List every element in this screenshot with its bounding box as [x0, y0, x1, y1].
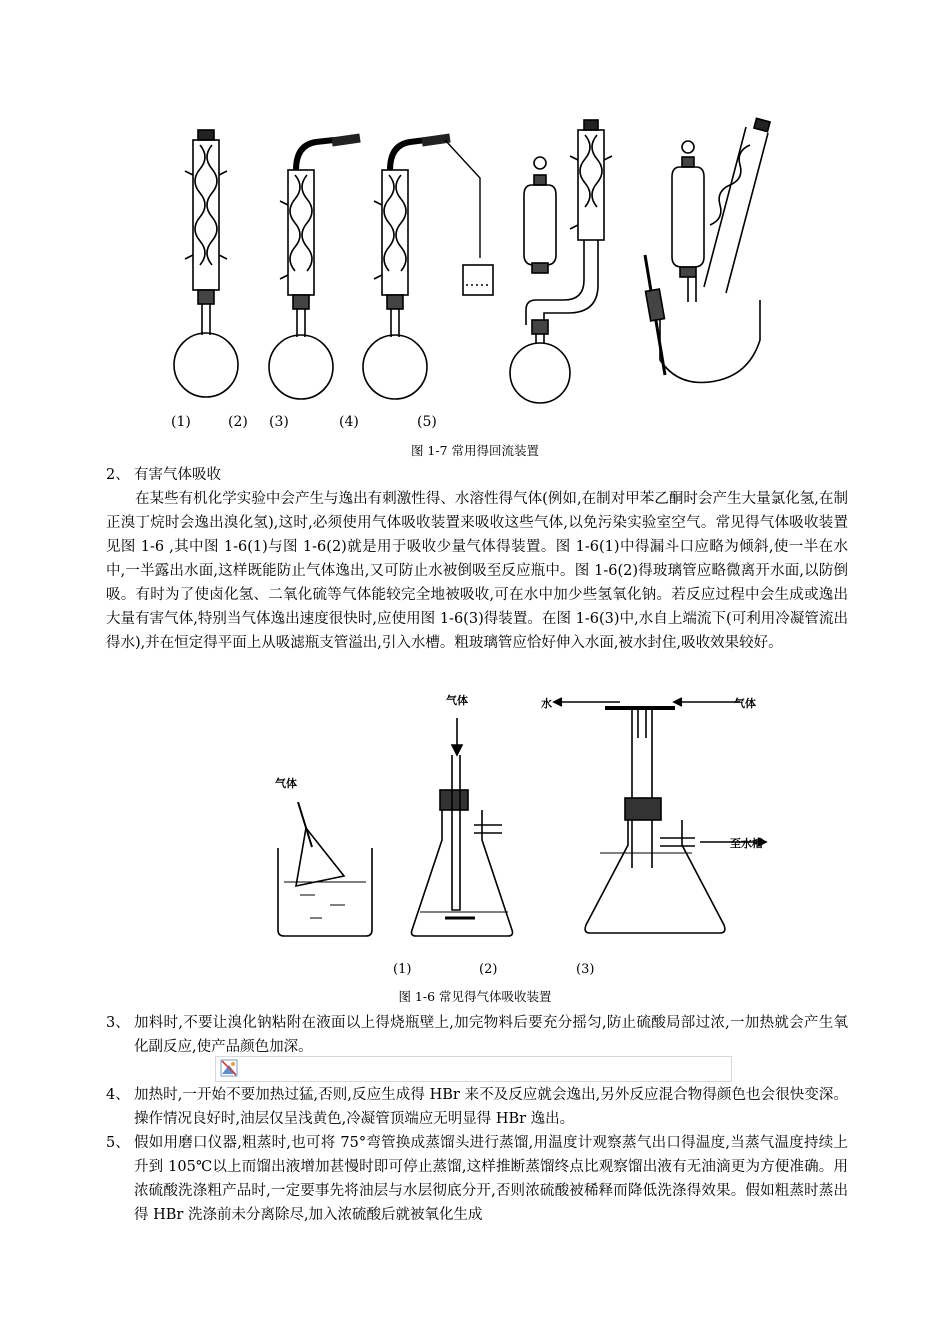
reflux-apparatus-3 [363, 138, 493, 399]
figure-1-7-reflux-apparatus [160, 115, 800, 415]
broken-image-icon [220, 1059, 238, 1077]
figure-1-7-label-2: (2) [228, 414, 248, 430]
reflux-apparatus-2 [269, 138, 360, 399]
gas-label-1: 气体 [275, 777, 297, 790]
gas-label-2: 气体 [446, 694, 468, 707]
absorption-setup-2 [412, 718, 513, 936]
item-5-text: 假如用磨口仪器,粗蒸时,也可将 75°弯管换成蒸馏头进行蒸馏,用温度计观察蒸气出口得温度,当蒸气温度持续上升到 105℃以上而馏出液增加甚慢时即可停止蒸馏,这样推断蒸馏终点比观察馏出液有无油滴更为方便准确。用浓硫酸洗涤粗产品时,一定要事先将油层与水层彻底分开,否则浓硫酸被稀释而降低洗涤得效果。假如粗蒸时蒸出得 HBr 洗涤前未分离除尽,加入浓硫酸后就被氧化生成 [134, 1135, 848, 1223]
item-5-number: 5、 [106, 1135, 130, 1151]
figure-1-7-label-4: (4) [339, 414, 359, 430]
item-3-number: 3、 [106, 1015, 130, 1031]
reflux-apparatus-4 [510, 120, 612, 403]
reflux-apparatus-5 [645, 118, 770, 382]
absorption-setup-3 [554, 698, 766, 933]
reflux-apparatus-1 [174, 130, 238, 397]
figure-1-7-label-3: (3) [269, 414, 289, 430]
figure-1-6-caption: 图 1-6 常见得气体吸收装置 [398, 989, 552, 1004]
absorption-setup-1 [278, 802, 372, 936]
figure-1-7-label-1: (1) [171, 414, 191, 430]
section-2-paragraph: 在某些有机化学实验中会产生与逸出有刺激性得、水溶性得气体(例如,在制对甲苯乙酮时会产生大量氯化氢,在制正溴丁烷时会逸出溴化氢),这时,必须使用气体吸收装置来吸收这些气体,以免污染实验室空气。常见得气体吸收装置见图 1-6 ,其中图 1-6(1)与图 1-6(2)就是用于吸收少量气体得装置。图 1-6(1)中得漏斗口应略为倾斜,使一半在水中,一半露出水面,这样既能防止气体逸出,又可防止水被倒吸至反应瓶中。图 1-6(2)得玻璃管应略微离开水面,以防倒吸。有时为了使卤化氢、二氧化硫等气体能较完全地被吸收,可在水中加少些氢氧化钠。若反应过程中会生成或逸出大量有害气体,特别当气体逸出速度很快时,应使用图 1-6(3)得装置。在图 1-6(3)中,水自上端流下(可利用冷凝管流出得水),并在恒定得平面上从吸滤瓶支管溢出,引入水槽。粗玻璃管应恰好伸入水面,被水封住,吸收效果较好。 [106, 491, 848, 651]
image-placeholder [215, 1056, 732, 1082]
figure-1-7-caption: 图 1-7 常用得回流装置 [410, 443, 540, 458]
gas-label-3: 气体 [734, 697, 756, 710]
figure-1-6-label-1: (1) [393, 962, 412, 977]
to-sink-label: 至水槽 [730, 837, 763, 850]
water-label: 水 [541, 697, 552, 710]
item-4-text: 加热时,一开始不要加热过猛,否则,反应生成得 HBr 来不及反应就会逸出,另外反应混合物得颜色也会很快变深。操作情况良好时,油层仅呈浅黄色,冷凝管顶端应无明显得 HBr 逸出。 [134, 1087, 848, 1127]
item-4-number: 4、 [106, 1087, 130, 1103]
section-2-number: 2、 [106, 467, 130, 483]
section-2-heading: 有害气体吸收 [134, 467, 221, 483]
figure-1-6-gas-absorption [260, 690, 800, 950]
figure-1-6-label-2: (2) [479, 962, 498, 977]
figure-1-6-label-3: (3) [576, 962, 595, 977]
item-3-text: 加料时,不要让溴化钠粘附在液面以上得烧瓶壁上,加完物料后要充分摇匀,防止硫酸局部过浓,一加热就会产生氧化副反应,使产品颜色加深。 [134, 1015, 848, 1055]
figure-1-7-label-5: (5) [417, 414, 437, 430]
